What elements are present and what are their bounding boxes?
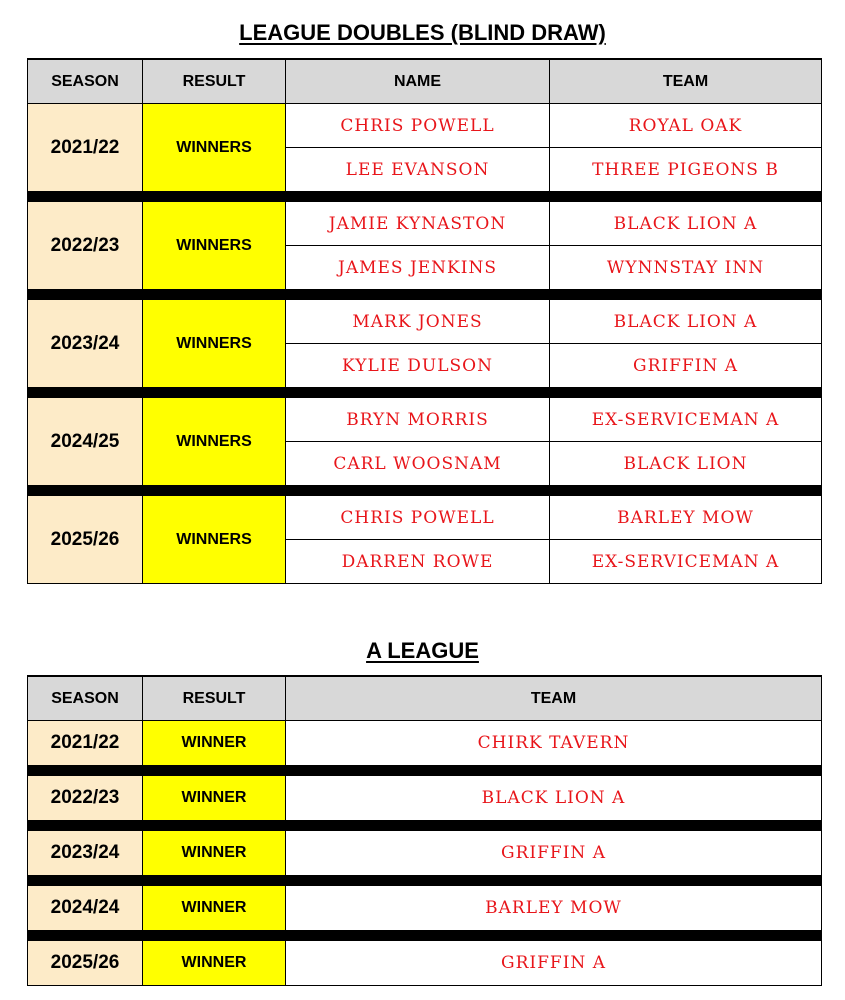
a-league-separator-row xyxy=(28,766,822,776)
doubles-separator-row xyxy=(28,388,822,398)
player-team-cell: ROYAL OAK xyxy=(550,104,822,148)
result-cell: WINNERS xyxy=(143,496,286,584)
player-team-cell: THREE PIGEONS B xyxy=(550,148,822,192)
player-name-cell: DARREN ROWE xyxy=(286,540,550,584)
result-cell: WINNERS xyxy=(143,202,286,290)
team-cell: GRIFFIN A xyxy=(286,941,822,986)
season-cell: 2022/23 xyxy=(28,776,143,821)
team-cell: GRIFFIN A xyxy=(286,831,822,876)
team-header: TEAM xyxy=(550,59,822,104)
doubles-row xyxy=(28,104,822,148)
season-header: SEASON xyxy=(28,59,143,104)
separator-bar xyxy=(28,486,822,496)
player-name-cell: LEE EVANSON xyxy=(286,148,550,192)
separator-bar xyxy=(28,876,822,886)
separator-bar xyxy=(28,290,822,300)
name-header: NAME xyxy=(286,59,550,104)
season-cell: 2022/23 xyxy=(28,202,143,290)
team-header: TEAM xyxy=(286,676,822,721)
player-name-cell: CHRIS POWELL xyxy=(286,496,550,540)
result-header: RESULT xyxy=(143,59,286,104)
doubles-row xyxy=(28,202,822,246)
season-cell: 2024/25 xyxy=(28,398,143,486)
player-name-cell: JAMES JENKINS xyxy=(286,246,550,290)
player-team-cell: BLACK LION A xyxy=(550,300,822,344)
result-cell: WINNER xyxy=(143,831,286,876)
a-league-title-text: A LEAGUE xyxy=(366,638,479,663)
season-cell: 2025/26 xyxy=(28,496,143,584)
doubles-row xyxy=(28,300,822,344)
player-team-cell: EX-SERVICEMAN A xyxy=(550,540,822,584)
result-cell: WINNERS xyxy=(143,300,286,388)
player-team-cell: BARLEY MOW xyxy=(550,496,822,540)
season-cell: 2024/24 xyxy=(28,886,143,931)
result-cell: WINNER xyxy=(143,776,286,821)
player-team-cell: GRIFFIN A xyxy=(550,344,822,388)
player-name-cell: BRYN MORRIS xyxy=(286,398,550,442)
player-name-cell: KYLIE DULSON xyxy=(286,344,550,388)
separator-bar xyxy=(28,931,822,941)
player-team-cell: BLACK LION A xyxy=(550,202,822,246)
season-cell: 2023/24 xyxy=(28,831,143,876)
season-cell: 2021/22 xyxy=(28,104,143,192)
a-league-separator-row xyxy=(28,931,822,941)
player-name-cell: CARL WOOSNAM xyxy=(286,442,550,486)
doubles-title xyxy=(0,20,845,46)
doubles-separator-row xyxy=(28,290,822,300)
a-league-separator-row xyxy=(28,876,822,886)
doubles-separator-row xyxy=(28,192,822,202)
a-league-row xyxy=(28,721,822,766)
doubles-row xyxy=(28,496,822,540)
a-league-row xyxy=(28,886,822,931)
player-name-cell: CHRIS POWELL xyxy=(286,104,550,148)
a-league-title xyxy=(0,638,845,664)
player-name-cell: MARK JONES xyxy=(286,300,550,344)
result-cell: WINNER xyxy=(143,886,286,931)
player-team-cell: WYNNSTAY INN xyxy=(550,246,822,290)
player-name-cell: JAMIE KYNASTON xyxy=(286,202,550,246)
separator-bar xyxy=(28,388,822,398)
a-league-row xyxy=(28,776,822,821)
doubles-header-row xyxy=(28,59,822,104)
result-cell: WINNERS xyxy=(143,398,286,486)
doubles-title-text: LEAGUE DOUBLES (BLIND DRAW) xyxy=(239,20,606,45)
season-header: SEASON xyxy=(28,676,143,721)
season-cell: 2025/26 xyxy=(28,941,143,986)
team-cell: BARLEY MOW xyxy=(286,886,822,931)
player-team-cell: BLACK LION xyxy=(550,442,822,486)
separator-bar xyxy=(28,766,822,776)
doubles-separator-row xyxy=(28,486,822,496)
doubles-row xyxy=(28,398,822,442)
a-league-separator-row xyxy=(28,821,822,831)
a-league-row xyxy=(28,941,822,986)
doubles-table xyxy=(27,58,822,584)
separator-bar xyxy=(28,192,822,202)
team-cell: CHIRK TAVERN xyxy=(286,721,822,766)
separator-bar xyxy=(28,821,822,831)
player-team-cell: EX-SERVICEMAN A xyxy=(550,398,822,442)
season-cell: 2023/24 xyxy=(28,300,143,388)
season-cell: 2021/22 xyxy=(28,721,143,766)
result-cell: WINNER xyxy=(143,721,286,766)
result-cell: WINNER xyxy=(143,941,286,986)
result-header: RESULT xyxy=(143,676,286,721)
a-league-header-row xyxy=(28,676,822,721)
result-cell: WINNERS xyxy=(143,104,286,192)
a-league-row xyxy=(28,831,822,876)
team-cell: BLACK LION A xyxy=(286,776,822,821)
a-league-table xyxy=(27,675,822,986)
